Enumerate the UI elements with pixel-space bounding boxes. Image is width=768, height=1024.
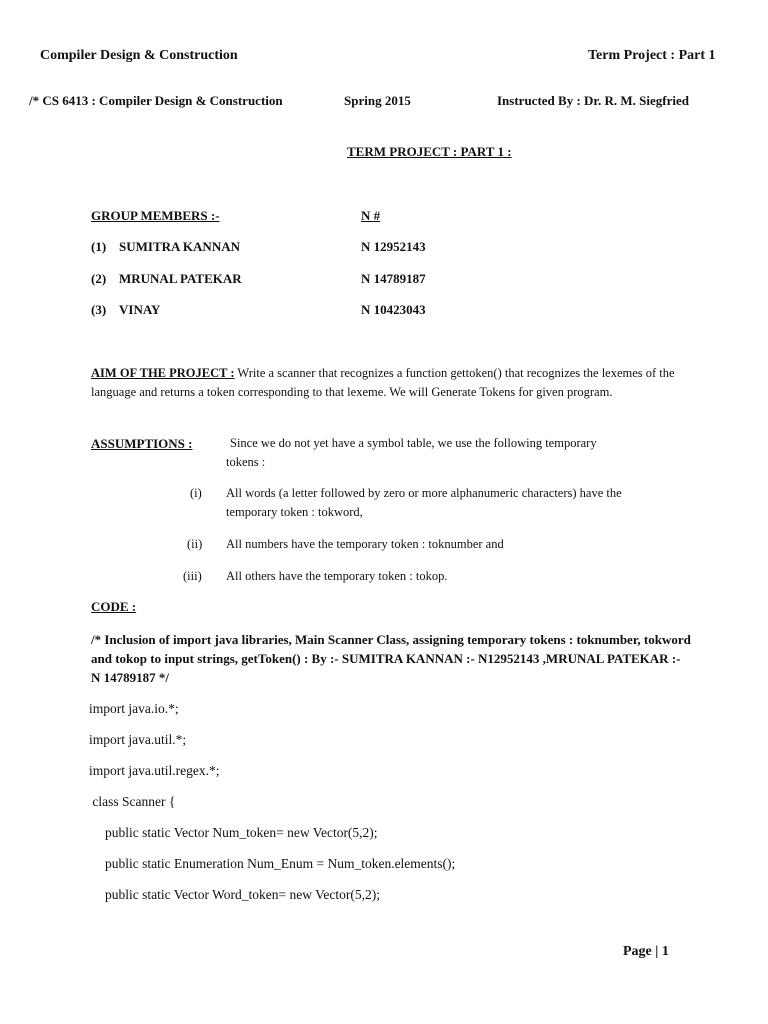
code-line: import java.util.*;: [89, 732, 187, 747]
course-name: /* CS 6413 : Compiler Design & Construction: [29, 93, 283, 108]
aim-label: AIM OF THE PROJECT :: [91, 366, 235, 380]
member-id: N 14789187: [361, 271, 426, 286]
member-id: N 10423043: [361, 302, 426, 317]
course-instructor: Instructed By : Dr. R. M. Siegfried: [497, 93, 689, 108]
assumption-text: All others have the temporary token : tokop.: [226, 569, 448, 583]
assumption-text-cont: temporary token : tokword,: [226, 505, 363, 519]
page-number: Page | 1: [623, 944, 669, 959]
member-id: N 12952143: [361, 239, 426, 254]
assumption-num: (i): [190, 486, 202, 500]
assumption-text: All numbers have the temporary token : toknumber and: [226, 537, 504, 551]
member-name: MRUNAL PATEKAR: [119, 271, 242, 286]
member-num: (2): [91, 271, 107, 286]
code-line: public static Vector Word_token= new Vector(5,2);: [105, 887, 380, 902]
header-left: Compiler Design & Construction: [40, 48, 238, 63]
code-line: import java.io.*;: [89, 701, 179, 716]
assumptions-label: ASSUMPTIONS :: [91, 436, 193, 451]
member-name: SUMITRA KANNAN: [119, 239, 240, 254]
code-line: public static Vector Num_token= new Vector(5,2);: [105, 825, 378, 840]
assumption-text: All words (a letter followed by zero or more alphanumeric characters) have the: [226, 486, 622, 500]
group-heading: GROUP MEMBERS :-: [91, 208, 220, 223]
member-num: (3): [91, 302, 107, 317]
member-num: (1): [91, 239, 107, 254]
code-line: import java.util.regex.*;: [89, 763, 220, 778]
header-right: Term Project : Part 1: [588, 48, 716, 63]
course-term: Spring 2015: [344, 93, 411, 108]
assumption-num: (iii): [183, 569, 202, 583]
code-line: public static Enumeration Num_Enum = Num_token.elements();: [105, 856, 456, 871]
member-name: VINAY: [119, 302, 161, 317]
code-line: class Scanner {: [89, 794, 176, 809]
assumptions-intro-cont: tokens :: [226, 455, 266, 469]
assumptions-intro: Since we do not yet have a symbol table, we use the following temporary: [230, 436, 597, 450]
code-comment: /* Inclusion of import java libraries, Main Scanner Class, assigning temporary tokens : toknumber, tokword and tokop to input strings, getToken() : By :- SUMITRA KANNAN :- N12952143 ,MRUNAL PATEKAR :- N 14789187 */: [91, 632, 691, 685]
aim-paragraph: [91, 364, 681, 402]
assumption-num: (ii): [187, 537, 203, 551]
code-label: CODE :: [91, 599, 137, 614]
page-title: TERM PROJECT : PART 1 :: [347, 144, 512, 159]
aim-text: Write a scanner that recognizes a function gettoken() that recognizes the lexemes of the language and returns a token corresponding to that lexeme. We will Generate Tokens for given program.: [91, 366, 675, 399]
id-heading: N #: [361, 208, 381, 223]
